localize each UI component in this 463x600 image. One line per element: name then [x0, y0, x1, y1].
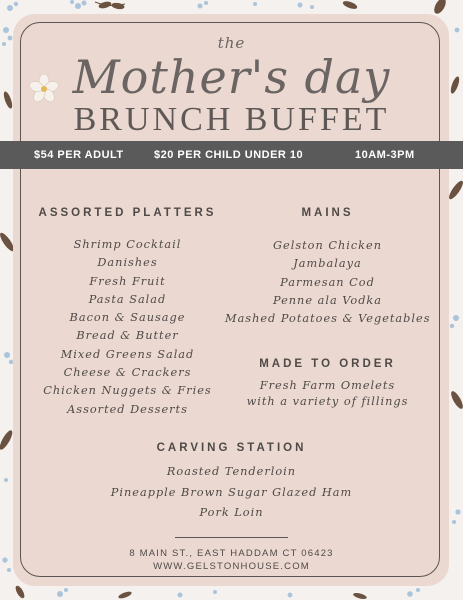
header-script-title: Mother's day	[72, 50, 391, 104]
list-item: with a variety of fillings	[246, 395, 409, 408]
section-heading-platters: ASSORTED PLATTERS	[38, 207, 217, 219]
list-item: Bread & Butter	[76, 329, 179, 343]
leaf-sprig-top	[95, 0, 447, 15]
leaf-sprig-bottom	[14, 584, 368, 600]
list-item: Danishes	[97, 256, 158, 270]
footer-address: 8 MAIN ST., EAST HADDAM CT 06423	[129, 548, 334, 559]
price-child: $20 PER CHILD UNDER 10	[154, 149, 304, 161]
platters-list	[20, 236, 235, 419]
list-item: Shrimp Cocktail	[73, 238, 182, 251]
list-item: Pineapple Brown Sugar Glazed Ham	[110, 485, 353, 499]
mains-list	[225, 237, 430, 328]
list-item: Roasted Tenderloin	[166, 465, 297, 478]
list-item: Mashed Potatoes & Vegetables	[225, 312, 431, 326]
list-item: Pork Loin	[199, 506, 264, 519]
blue-blossoms-top	[7, 0, 314, 11]
header-main-title: BRUNCH BUFFET	[73, 101, 390, 138]
section-heading-carving: CARVING STATION	[156, 442, 307, 454]
list-item: Assorted Desserts	[67, 402, 188, 416]
footer-website[interactable]: WWW.GELSTONHOUSE.COM	[153, 561, 310, 572]
price-hours: 10AM-3PM	[355, 149, 415, 161]
carving-list	[0, 462, 463, 524]
list-item: Bacon & Sausage	[69, 311, 186, 325]
section-heading-mains: MAINS	[301, 207, 354, 219]
made-to-order-list	[235, 378, 420, 410]
list-item: Cheese & Crackers	[63, 366, 192, 380]
list-item: Jambalaya	[293, 257, 362, 271]
header-small-title: the	[217, 34, 246, 52]
list-item: Penne ala Vodka	[272, 293, 382, 307]
price-bar	[0, 141, 463, 169]
list-item: Parmesan Cod	[280, 275, 375, 289]
list-item: Pasta Salad	[88, 292, 167, 306]
list-item: Gelston Chicken	[273, 239, 382, 252]
list-item: Chicken Nuggets & Fries	[43, 384, 212, 398]
list-item: Mixed Greens Salad	[60, 347, 195, 361]
list-item: Fresh Farm Omelets	[259, 379, 396, 392]
section-heading-made-to-order: MADE TO ORDER	[259, 358, 396, 370]
price-adult: $54 PER ADULT	[34, 149, 124, 161]
list-item: Fresh Fruit	[89, 274, 166, 288]
footer-divider	[175, 537, 288, 538]
